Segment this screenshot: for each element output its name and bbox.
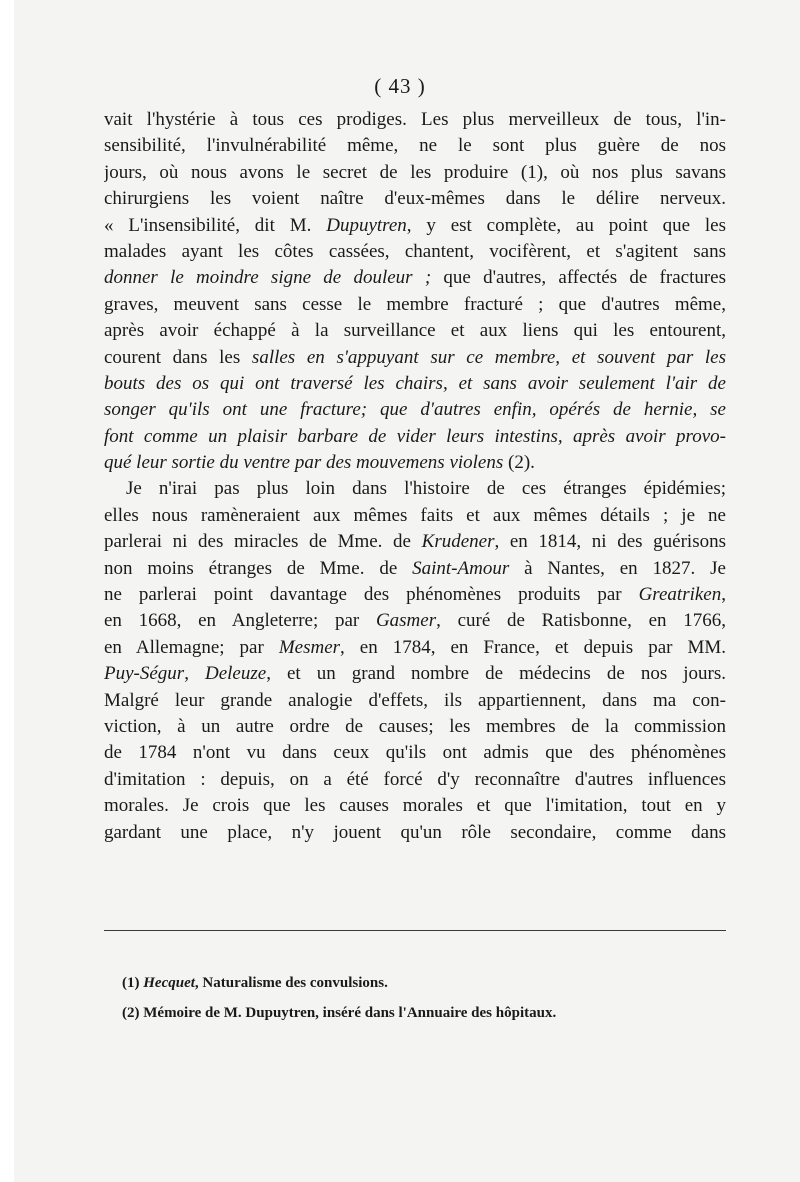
italic-text: Dupuytren (326, 214, 407, 236)
text-run: ne parlerai point davantage des phénomènes produits par (104, 584, 639, 606)
text-run: , en 1814, ni des guérisons (494, 531, 726, 553)
footnotes (122, 968, 722, 1028)
footnote (122, 998, 722, 1028)
text-run: , (721, 584, 726, 606)
text-line (104, 503, 726, 529)
text-line (104, 688, 726, 714)
text-run: non moins étranges de Mme. de (104, 557, 413, 579)
italic-text: Greatriken (638, 584, 722, 606)
italic-text: donner le moindre signe de douleur ; (104, 267, 432, 289)
italic-text: font comme un plaisir barbare de vider leurs intestins, après avoir provo- (104, 425, 726, 447)
text-run: jours, où nous avons le secret de les produire (1), où nos plus savans (104, 161, 726, 183)
text-line (104, 767, 726, 793)
text-run: , curé de Ratisbonne, en 1766, (436, 610, 726, 632)
italic-text: Deleuze (204, 663, 267, 685)
text-line (104, 265, 726, 291)
text-line (104, 820, 726, 846)
text-line (104, 292, 726, 318)
text-run: , (184, 663, 205, 685)
text-run: , en 1784, en France, et depuis par MM. (340, 636, 726, 658)
italic-text: Gasmer (375, 610, 437, 632)
text-line (104, 424, 726, 450)
text-run: , y est complète, au point que les (406, 214, 726, 236)
footnote (122, 968, 722, 998)
text-line (104, 661, 726, 687)
italic-text: Saint-Amour (412, 557, 510, 579)
italic-text: songer qu'ils ont une fracture; que d'autres enfin, opérés de hernie, se (104, 399, 726, 421)
text-run: graves, meuvent sans cesse le membre fracturé ; que d'autres même, (104, 293, 726, 315)
footnote-text: , Naturalisme des convulsions. (194, 975, 388, 991)
text-line (104, 160, 726, 186)
text-run: courent dans les (104, 346, 252, 368)
text-run: (2). (503, 452, 535, 474)
text-run: de 1784 n'ont vu dans ceux qu'ils ont admis que des phénomènes (104, 742, 726, 764)
footnote-mark: (2) (122, 1005, 144, 1021)
text-line (104, 239, 726, 265)
footnote-text: Mémoire de M. Dupuytren, inséré dans l'Annuaire des hôpitaux. (143, 1005, 557, 1021)
italic-text: Mesmer (278, 636, 341, 658)
text-run: que d'autres, affectés de fractures (431, 267, 726, 289)
page-number: ( 43 ) (374, 74, 426, 98)
footnote-mark: (1) (122, 975, 144, 991)
text-line (104, 476, 726, 502)
text-run: Je n'irai pas plus loin dans l'histoire de ces étranges épidémies; (126, 478, 726, 500)
text-run: elles nous ramèneraient aux mêmes faits et aux mêmes détails ; je ne (104, 504, 726, 526)
italic-text: Puy-Ségur (104, 663, 185, 685)
italic-text: Krudener (421, 531, 495, 553)
text-line (104, 186, 726, 212)
text-line (104, 213, 726, 239)
text-run: chirurgiens les voient naître d'eux-mêmes dans le délire nerveux. (104, 188, 726, 210)
footnote-rule (104, 930, 726, 931)
italic-text: qué leur sortie du ventre par des mouvemens violens (104, 452, 504, 474)
text-line (104, 529, 726, 555)
text-run: malades ayant les côtes cassées, chantent, vocifèrent, et s'agitent sans (104, 240, 726, 262)
text-line (104, 371, 726, 397)
text-run: « L'insensibilité, dit M. (104, 214, 327, 236)
text-line (104, 345, 726, 371)
text-run: parlerai ni des miracles de Mme. de (104, 531, 422, 553)
text-run: à Nantes, en 1827. Je (509, 557, 726, 579)
text-line (104, 556, 726, 582)
footnote-author: Hecquet (143, 975, 195, 991)
text-run: , et un grand nombre de médecins de nos jours. (266, 663, 726, 685)
text-run: après avoir échappé à la surveillance et aux liens qui les entourent, (104, 320, 726, 342)
italic-text: bouts des os qui ont traversé les chairs, et sans avoir seulement l'air de (104, 372, 726, 394)
text-run: en Allemagne; par (104, 636, 279, 658)
italic-text: salles en s'appuyant sur ce membre, et souvent par les (251, 346, 726, 368)
text-run: sensibilité, l'invulnérabilité même, ne le sont plus guère de nos (104, 135, 726, 157)
text-line (104, 635, 726, 661)
text-line (104, 714, 726, 740)
text-line (104, 450, 726, 476)
text-run: gardant une place, n'y jouent qu'un rôle secondaire, comme dans (104, 821, 726, 843)
page-edge (0, 0, 14, 1182)
text-run: viction, à un autre ordre de causes; les membres de la commission (104, 715, 726, 737)
text-run: d'imitation : depuis, on a été forcé d'y reconnaître d'autres influences (104, 768, 726, 790)
text-line (104, 582, 726, 608)
text-line (104, 133, 726, 159)
text-run: morales. Je crois que les causes morales et que l'imitation, tout en y (104, 795, 726, 817)
text-line (104, 107, 726, 133)
text-line (104, 793, 726, 819)
text-line (104, 318, 726, 344)
body-text (104, 107, 726, 846)
text-line (104, 608, 726, 634)
text-line (104, 397, 726, 423)
text-line (104, 740, 726, 766)
text-run: vait l'hystérie à tous ces prodiges. Les plus merveilleux de tous, l'in- (104, 109, 726, 130)
text-run: en 1668, en Angleterre; par (104, 610, 376, 632)
text-run: Malgré leur grande analogie d'effets, ils appartiennent, dans ma con- (104, 689, 726, 711)
